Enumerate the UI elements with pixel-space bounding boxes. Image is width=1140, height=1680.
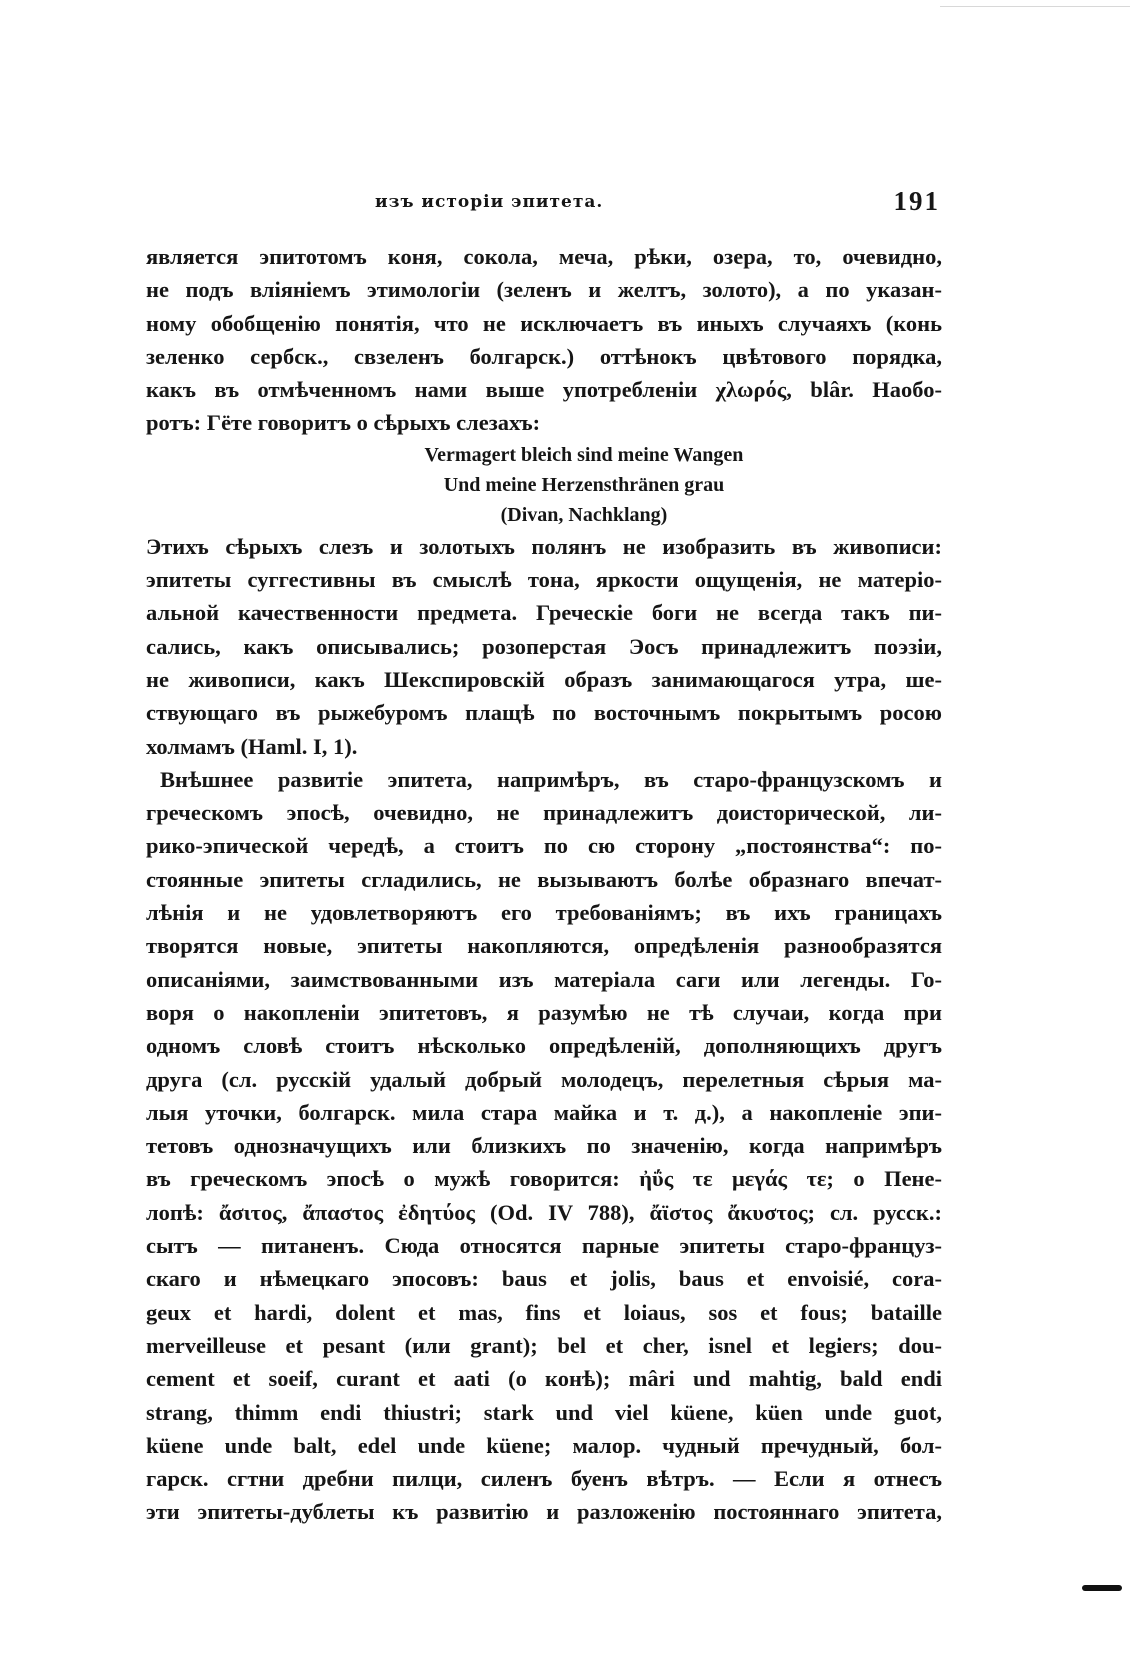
text-line: Этихъ сѣрыхъ слезъ и золотыхъ полянъ не изобразить въ живописи: xyxy=(146,533,942,559)
page-number: 191 xyxy=(893,186,940,216)
text-line: эти эпитеты-дублеты къ развитію и разложенію постояннаго эпитета, xyxy=(146,1499,942,1525)
text-line: merveilleuse et pesant (или grant); bel et cher, isnel et legiers; dou- xyxy=(146,1332,942,1358)
text-line: сытъ — питаненъ. Сюда относятся парные эпитеты старо-француз- xyxy=(146,1233,942,1259)
text-line: холмамъ (Haml. I, 1). xyxy=(146,733,358,759)
text-line: ствующаго въ рыжебуромъ плащѣ по восточнымъ покрытымъ росою xyxy=(146,700,942,726)
text-line: творятся новые, эпитеты накопляются, опредѣленія разнообразятся xyxy=(146,933,942,959)
text-line: греческомъ эпосѣ, очевидно, не принадлежитъ доисторической, ли- xyxy=(146,800,942,826)
text-line: geux et hardi, dolent et mas, fins et loiaus, sos et fous; bataille xyxy=(146,1299,942,1325)
text-line: лопѣ: ἄσιτος, ἄπαστος ἐδητύος (Od. IV 788), ἄϊστος ἄκυστος; сл. русск.: xyxy=(146,1199,942,1225)
paragraph-1 xyxy=(146,240,942,440)
text-line: лѣнія и не удовлетворяютъ его требованіямъ; въ ихъ границахъ xyxy=(146,900,942,926)
text-line: стоянные эпитеты сгладились, не вызываютъ болѣе образнаго впечат- xyxy=(146,866,942,892)
margin-dash-mark xyxy=(1082,1585,1122,1591)
text-line: скаго и нѣмецкаго эпосовъ: baus et jolis, baus et envoisié, cora- xyxy=(146,1266,942,1292)
text-line: является эпитотомъ коня, сокола, меча, рѣки, озера, то, очевидно, xyxy=(146,244,942,269)
quote-line-2: Und meine Herzensthränen grau xyxy=(443,473,725,496)
text-line: сались, какъ описывались; розоперстая Эосъ принадлежитъ поэзіи, xyxy=(146,633,942,659)
text-line: Внѣшнее развитіе эпитета, напримѣръ, въ старо-французскомъ и xyxy=(160,766,942,792)
text-line: воря о накопленіи эпитетовъ, я разумѣю не тѣ случаи, когда при xyxy=(146,999,942,1025)
text-line: не живописи, какъ Шекспировскій образъ занимающагося утра, ше- xyxy=(146,666,942,692)
text-line: strang, thimm endi thiustri; stark und viel küene, küen unde guot, xyxy=(146,1399,942,1425)
text-line: cement et soeif, curant et aati (о конѣ); mâri und mahtig, bald endi xyxy=(146,1366,942,1392)
running-title: изъ исторіи эпитета. xyxy=(375,192,604,212)
text-line: описаніями, заимствованными изъ матеріала саги или легенды. Го- xyxy=(146,966,942,992)
verse-quote xyxy=(226,440,942,530)
page-header xyxy=(150,186,940,226)
paragraph-3 xyxy=(146,763,942,1529)
text-line: какъ въ отмѣченномъ нами выше употребленіи χλωρός, blâr. Наобо- xyxy=(146,377,942,403)
text-line: не подъ вліяніемъ этимологіи (зеленъ и желтъ, золото), а по указан- xyxy=(146,277,942,303)
text-line: küene unde balt, edel unde küene; малор. чудный пречудный, бол- xyxy=(146,1432,942,1458)
text-line: лыя уточки, болгарск. мила стара майка и т. д.), а накопленіе эпи- xyxy=(146,1099,942,1125)
text-line: зеленко сербск., свзеленъ болгарск.) оттѣнокъ цвѣтового порядка, xyxy=(146,343,942,369)
text-line: ротъ: Гёте говоритъ о сѣрыхъ слезахъ: xyxy=(146,410,541,436)
quote-line-1: Vermagert bleich sind meine Wangen xyxy=(424,443,744,466)
body-text xyxy=(146,240,942,1529)
text-line: альной качественности предмета. Греческіе боги не всегда такъ пи- xyxy=(146,600,942,626)
text-line: рико-эпической чередѣ, а стоитъ по сю сторону „постоянства“: по- xyxy=(146,833,942,859)
text-line: тетовъ однозначущихъ или близкихъ по значенію, когда напримѣръ xyxy=(146,1133,942,1159)
quote-citation: (Divan, Nachklang) xyxy=(500,503,668,526)
text-line: въ греческомъ эпосѣ о мужѣ говорится: ἠΰς τε μεγάς τε; о Пене- xyxy=(146,1166,942,1192)
text-line: гарск. сгтни дребни пилци, силенъ буенъ вѣтръ. — Если я отнесъ xyxy=(146,1466,942,1492)
text-line: ному обобщенію понятія, что не исключаетъ въ иныхъ случаяхъ (конь xyxy=(146,310,942,336)
text-line: эпитеты суггестивны въ смыслѣ тона, яркости ощущенія, не матеріо- xyxy=(146,567,942,593)
paragraph-2 xyxy=(146,530,942,763)
text-line: одномъ словѣ стоитъ нѣсколько опредѣленій, дополняющихъ другъ xyxy=(146,1033,942,1059)
text-line: друга (сл. русскій удалый добрый молодецъ, перелетныя сѣрыя ма- xyxy=(146,1066,942,1092)
top-edge-rule xyxy=(940,6,1130,9)
